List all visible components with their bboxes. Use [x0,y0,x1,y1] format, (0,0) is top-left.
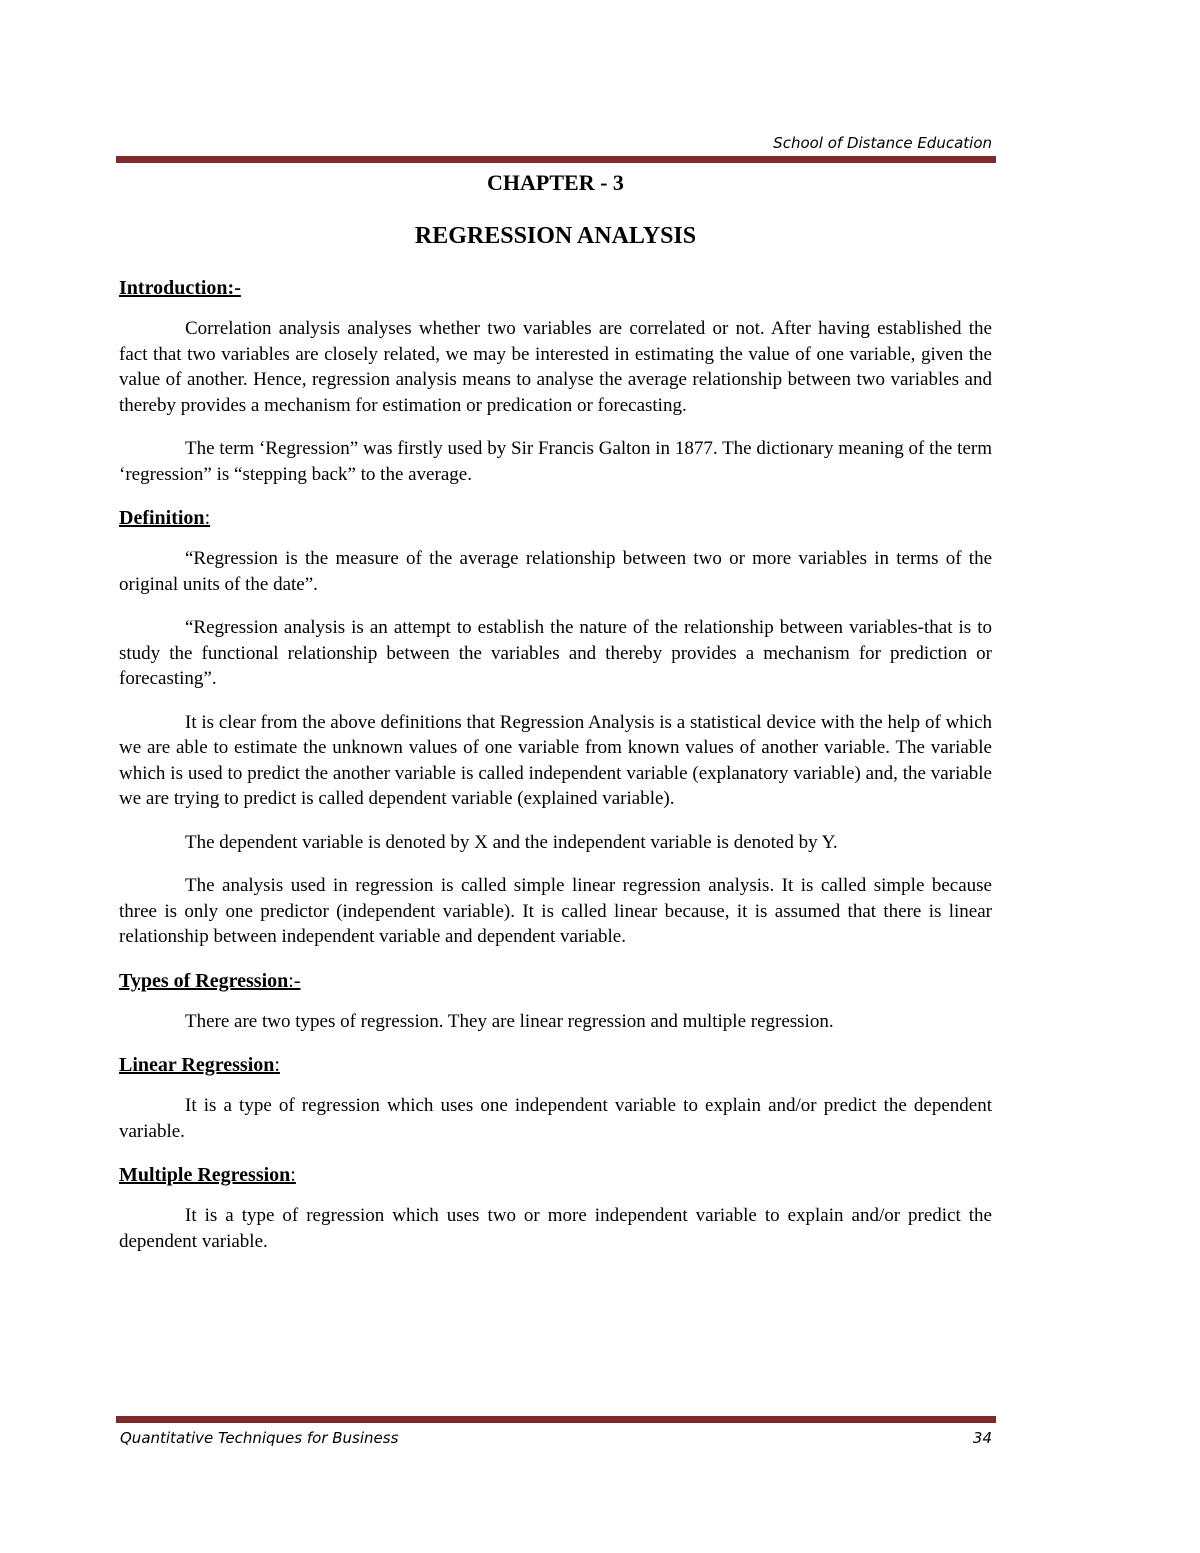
multiple-paragraph: It is a type of regression which uses two or more independent variable to explain and/or predict the dependent variable. [119,1205,992,1252]
multiple-heading-text: Multiple Regression [119,1164,291,1186]
definition-heading-punct: : [204,507,211,529]
chapter-number: CHAPTER - 3 [487,170,624,195]
linear-heading [119,1052,992,1078]
linear-heading-punct: : [274,1054,280,1076]
page-number: 34 [972,1429,992,1447]
definition-paragraph: “Regression analysis is an attempt to establish the nature of the relationship between variables-that is to study the functional relationship between the variables and thereby provides a mechanism for prediction or forecasting”. [119,617,992,689]
chapter-title: REGRESSION ANALYSIS [414,223,697,249]
definition-heading-text: Definition [119,507,205,529]
introduction-paragraph: Correlation analysis analyses whether two variables are correlated or not. After having established the fact that two variables are closely related, we may be interested in estimating the value of one variable, given the value of another. Hence, regression analysis means to analyse the average relationship between two variables and thereby provides a mechanism for estimation or predication or forecasting. [119,318,992,416]
definition-paragraph: The analysis used in regression is called simple linear regression analysis. It is called simple because three is only one predictor (independent variable). It is called linear because, it is assumed that there is linear relationship between independent variable and dependent variable. [119,875,992,947]
types-paragraph: There are two types of regression. They are linear regression and multiple regression. [185,1010,834,1032]
multiple-heading-punct: : [290,1164,296,1186]
linear-heading-text: Linear Regression [119,1054,275,1076]
definition-paragraph: The dependent variable is denoted by X and the independent variable is denoted by Y. [185,831,838,853]
definition-paragraph: It is clear from the above definitions that Regression Analysis is a statistical device with the help of which we are able to estimate the unknown values of one variable from known values of another variable. The variable which is used to predict the another variable is called independent variable (explanatory variable) and, the variable we are trying to predict is called dependent variable (explained variable). [119,711,992,809]
definition-paragraph: “Regression is the measure of the average relationship between two or more variables in terms of the original units of the date”. [119,548,992,595]
footer-rule [116,1416,996,1423]
introduction-heading: Introduction:- [119,277,241,299]
linear-paragraph: It is a type of regression which uses one independent variable to explain and/or predict the dependent variable. [119,1095,992,1142]
running-header: School of Distance Education [773,134,992,152]
types-heading-text: Types of Regression [119,969,289,992]
page-body [119,165,992,1254]
types-heading [119,968,992,994]
types-heading-punct: :- [288,969,301,992]
footer-book-title: Quantitative Techniques for Business [120,1429,399,1447]
definition-heading [119,505,992,531]
introduction-paragraph: The term ‘Regression” was firstly used by Sir Francis Galton in 1877. The dictionary meaning of the term ‘regression” is “stepping back” to the average. [119,438,992,485]
header-rule [116,156,996,163]
multiple-heading [119,1162,992,1188]
